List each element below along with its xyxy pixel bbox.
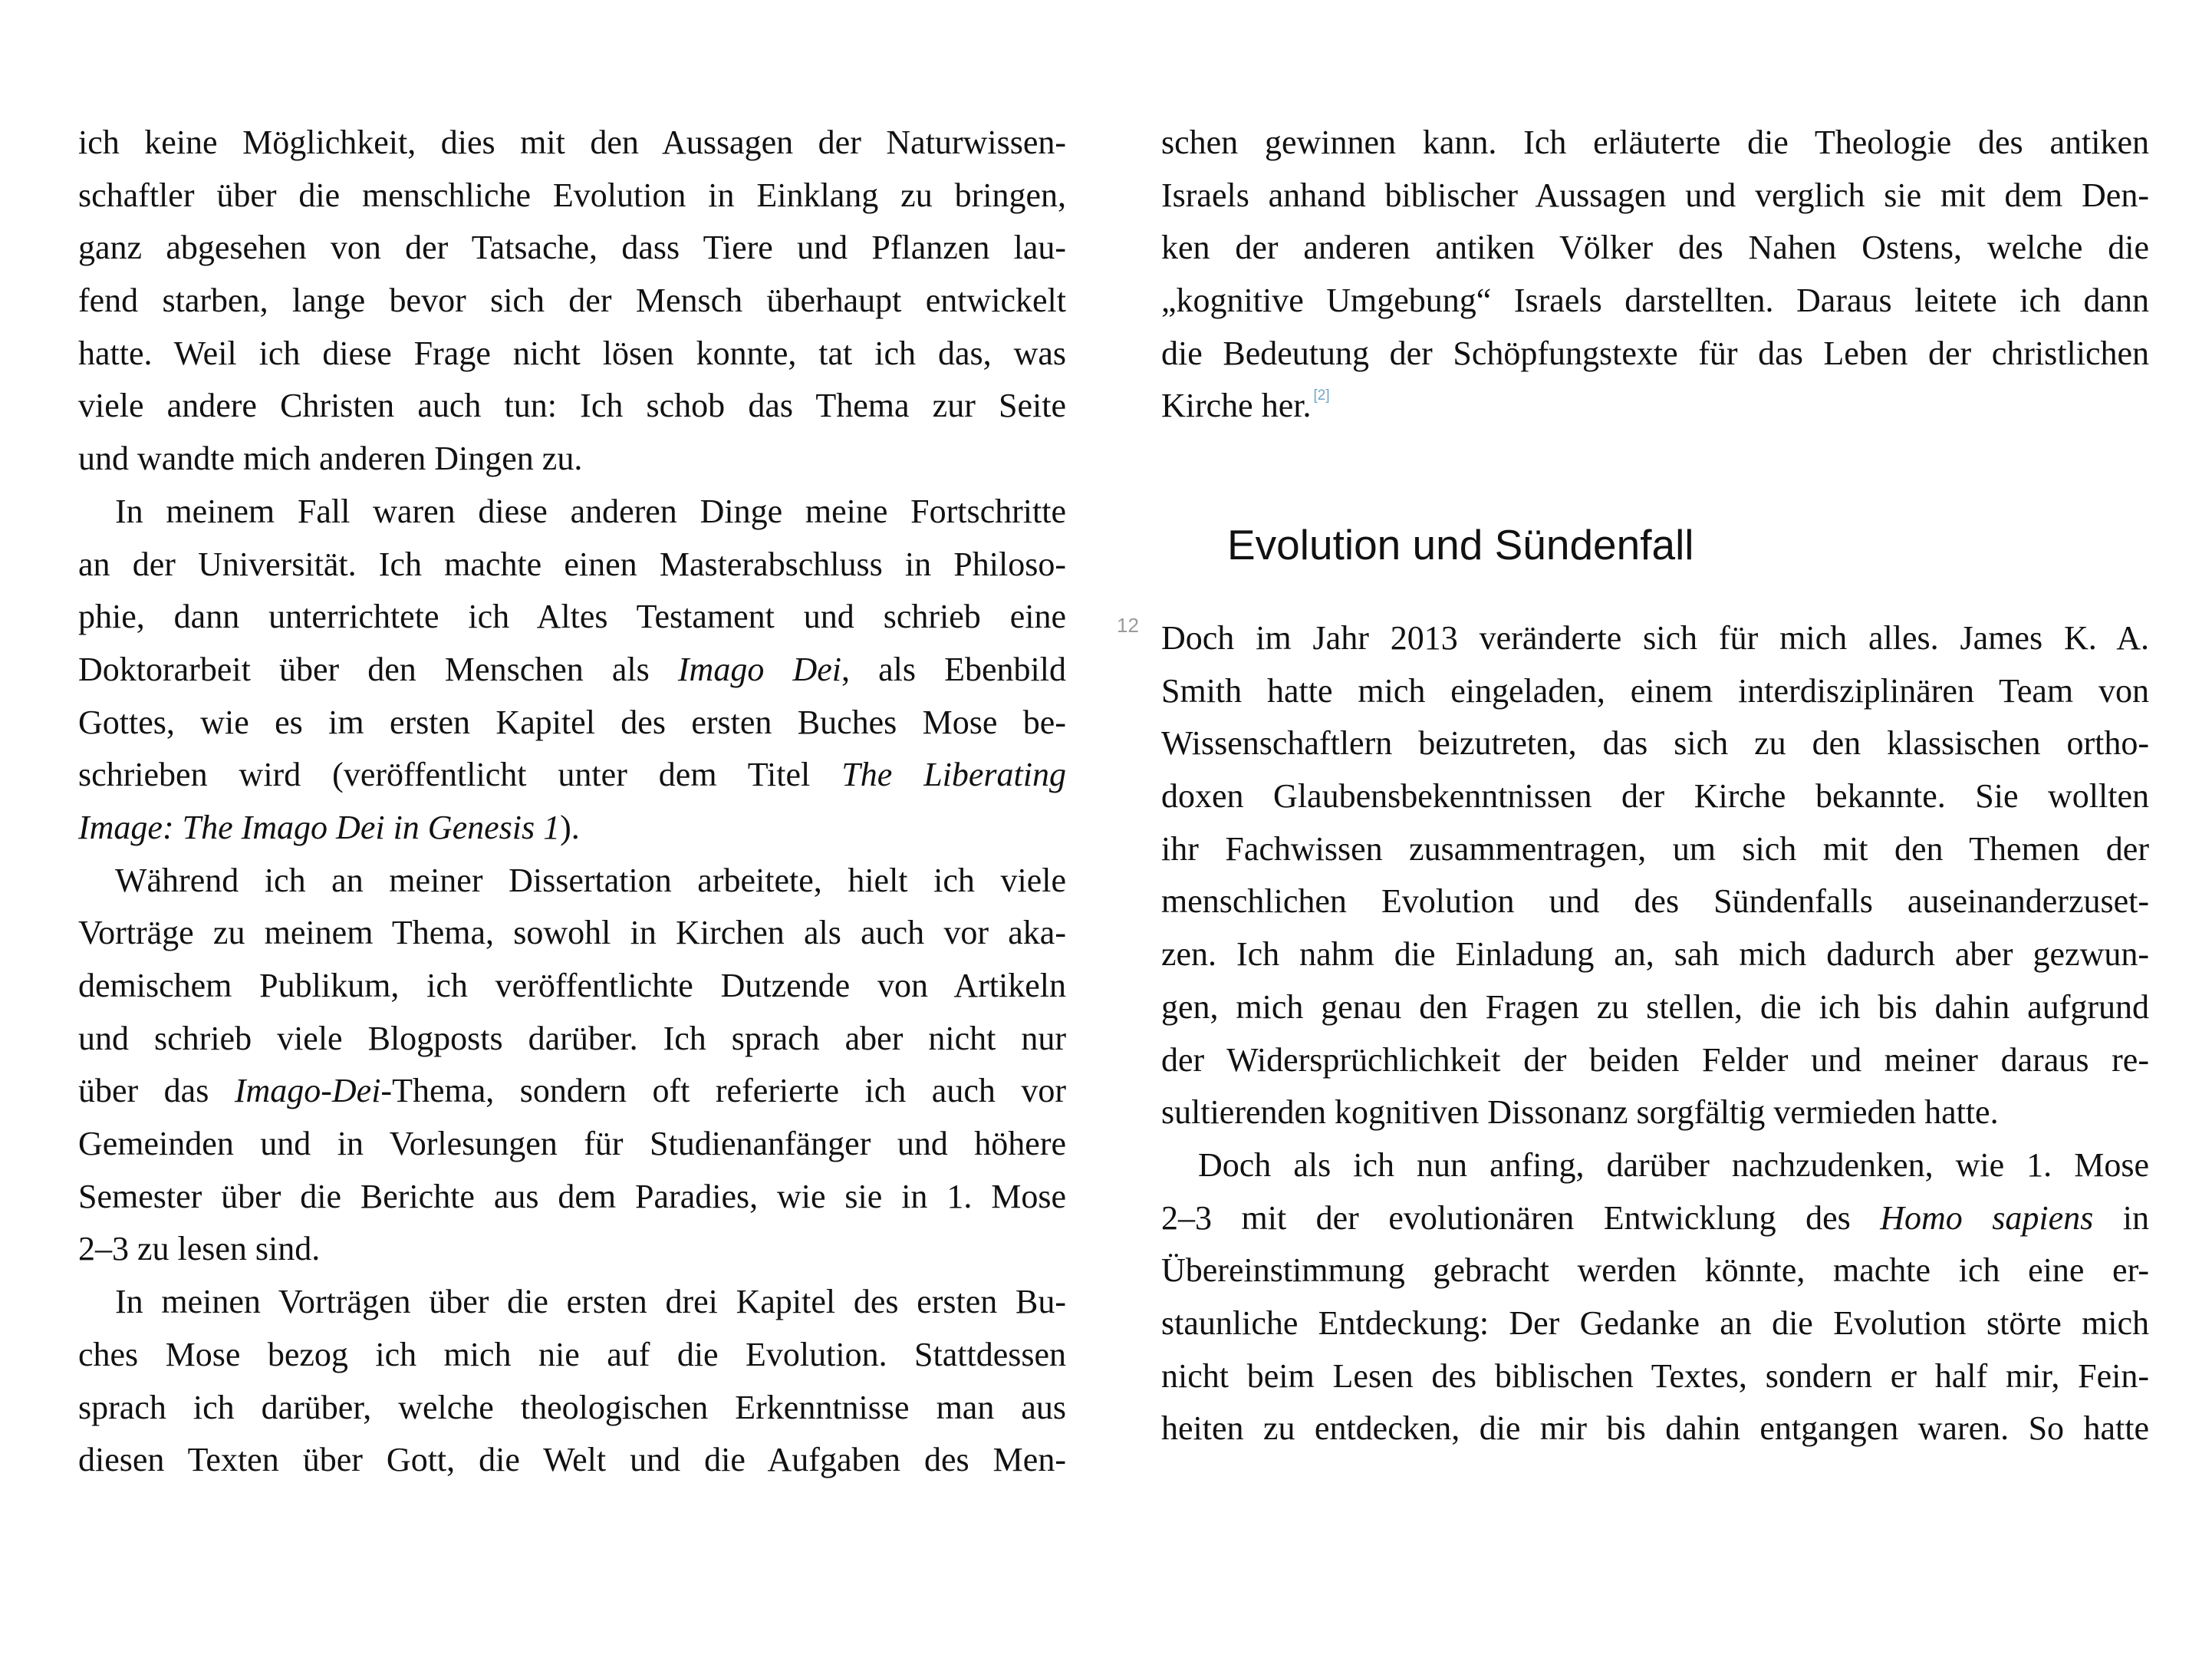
text-line: heiten zu entdecken, die mir bis dahin entgangen waren. So hatte: [1161, 1409, 2149, 1448]
text-run: über das: [78, 1072, 235, 1110]
text-line: [78, 644, 1066, 697]
text-line: menschlichen Evolution und des Sündenfalls auseinanderzuset-: [1161, 882, 2149, 921]
text-line: [78, 749, 1066, 802]
text-line: sultierenden kognitiven Dissonanz sorgfältig vermieden hatte.: [1161, 1093, 1999, 1132]
page-number: 12: [1117, 614, 1139, 637]
text-line: Semester über die Berichte aus dem Paradies, wie sie in 1. Mose: [78, 1177, 1066, 1215]
text-line: fend starben, lange bevor sich der Mensch überhaupt entwickelt: [78, 282, 1066, 320]
book-title: The Liberating: [841, 756, 1066, 794]
text-run: Kirche her.: [1161, 387, 1312, 425]
paragraph: [1161, 612, 2149, 1139]
right-text-body: [1161, 612, 2149, 1455]
italic-term: Imago-Dei: [234, 1072, 381, 1110]
text-line: doxen Glaubensbekenntnissen der Kirche bekannte. Sie wollten: [1161, 777, 2149, 816]
text-line: 2–3 zu lesen sind.: [78, 1230, 321, 1268]
text-line: an der Universität. Ich machte einen Masterabschluss in Philoso-: [78, 545, 1066, 583]
text-line: ken der anderen antiken Völker des Nahen Ostens, welche die: [1161, 229, 2149, 267]
text-run: , als Ebenbild: [841, 650, 1066, 688]
text-line: sprach ich darüber, welche theologischen Erkenntnisse man aus: [78, 1388, 1066, 1426]
text-run: schrieben wird (veröffentlicht unter dem Titel: [78, 756, 842, 794]
text-line: Gottes, wie es im ersten Kapitel des ersten Buches Mose be-: [78, 703, 1066, 741]
text-line: schen gewinnen kann. Ich erläuterte die Theologie des antiken: [1161, 124, 2149, 161]
text-line: Vorträge zu meinem Thema, sowohl in Kirchen als auch vor aka-: [78, 914, 1066, 952]
text-run: 2–3 mit der evolutionären Entwicklung des: [1161, 1198, 1881, 1237]
text-run: Doktorarbeit über den Menschen als: [78, 650, 678, 688]
text-line: „kognitive Umgebung“ Israels darstellten. Daraus leitete ich dann: [1161, 282, 2149, 320]
text-run: in: [2093, 1198, 2149, 1237]
book-title: Image: The Imago Dei in Genesis 1: [78, 808, 561, 846]
text-line: gen, mich genau den Fragen zu stellen, die ich bis dahin aufgrund: [1161, 987, 2149, 1026]
text-line: ich keine Möglichkeit, dies mit den Aussagen der Naturwissen-: [78, 124, 1066, 161]
text-line: ganz abgesehen von der Tatsache, dass Tiere und Pflanzen lau-: [78, 229, 1066, 267]
text-line: In meinen Vorträgen über die ersten drei Kapitel des ersten Bu-: [115, 1283, 1066, 1321]
paragraph: [78, 1276, 1066, 1487]
text-line: ches Mose bezog ich mich nie auf die Evolution. Stattdessen: [78, 1335, 1066, 1373]
paragraph: [1161, 117, 2149, 433]
text-line: viele andere Christen auch tun: Ich schob das Thema zur Seite: [78, 387, 1066, 425]
text-line: Während ich an meiner Dissertation arbeitete, hielt ich viele: [115, 861, 1066, 899]
text-line: Gemeinden und in Vorlesungen für Studienanfänger und höhere: [78, 1125, 1066, 1163]
text-line: Doch als ich nun anfing, darüber nachzudenken, wie 1. Mose: [1198, 1145, 2149, 1184]
text-line: [1161, 1192, 2149, 1245]
text-line: nicht beim Lesen des biblischen Textes, sondern er half mir, Fein-: [1161, 1356, 2149, 1395]
section-heading: Evolution und Sündenfall: [1227, 521, 1694, 569]
text-run: ).: [560, 808, 580, 846]
text-line: Smith hatte mich eingeladen, einem interdisziplinären Team von: [1161, 671, 2149, 710]
text-line: schaftler über die menschliche Evolution in Einklang zu bringen,: [78, 176, 1066, 214]
text-line: [1161, 380, 2149, 433]
text-line: der Widersprüchlichkeit der beiden Felder und meiner daraus re-: [1161, 1040, 2149, 1079]
text-line: und schrieb viele Blogposts darüber. Ich sprach aber nicht nur: [78, 1019, 1066, 1057]
text-line: Wissenschaftlern beizutreten, das sich zu den klassischen ortho-: [1161, 724, 2149, 763]
paragraph: [78, 117, 1066, 486]
italic-term: Imago Dei: [677, 650, 841, 688]
paragraph: [78, 855, 1066, 1277]
text-line: Übereinstimmung gebracht werden könnte, machte ich eine er-: [1161, 1251, 2149, 1290]
text-line: demischem Publikum, ich veröffentlichte Dutzende von Artikeln: [78, 967, 1066, 1004]
text-line: ihr Fachwissen zusammentragen, um sich mit den Themen der: [1161, 829, 2149, 868]
paragraph: [1161, 1139, 2149, 1455]
text-line: Israels anhand biblischer Aussagen und verglich sie mit dem Den-: [1161, 176, 2149, 214]
paragraph: [78, 486, 1066, 855]
italic-term: Homo sapiens: [1880, 1198, 2094, 1237]
left-text-column: [78, 117, 1066, 1487]
text-line: phie, dann unterrichtete ich Altes Testament und schrieb eine: [78, 598, 1066, 636]
right-text-column: [1161, 117, 2149, 433]
text-line: die Bedeutung der Schöpfungstexte für das Leben der christlichen: [1161, 334, 2149, 372]
text-line: In meinem Fall waren diese anderen Dinge meine Fortschritte: [115, 492, 1066, 530]
text-line: diesen Texten über Gott, die Welt und die Aufgaben des Men-: [78, 1441, 1066, 1479]
text-line: [78, 1065, 1066, 1118]
text-run: -Thema, sondern oft referierte ich auch vor: [380, 1072, 1066, 1110]
text-line: zen. Ich nahm die Einladung an, sah mich dadurch aber gezwun-: [1161, 935, 2149, 974]
text-line: staunliche Entdeckung: Der Gedanke an die Evolution störte mich: [1161, 1304, 2149, 1342]
text-line: hatte. Weil ich diese Frage nicht lösen konnte, tat ich das, was: [78, 334, 1066, 372]
text-line: Doch im Jahr 2013 veränderte sich für mich alles. James K. A.: [1161, 619, 2149, 657]
footnote-link[interactable]: [2]: [1313, 387, 1330, 404]
text-line: und wandte mich anderen Dingen zu.: [78, 440, 583, 478]
text-line: [78, 802, 1066, 855]
